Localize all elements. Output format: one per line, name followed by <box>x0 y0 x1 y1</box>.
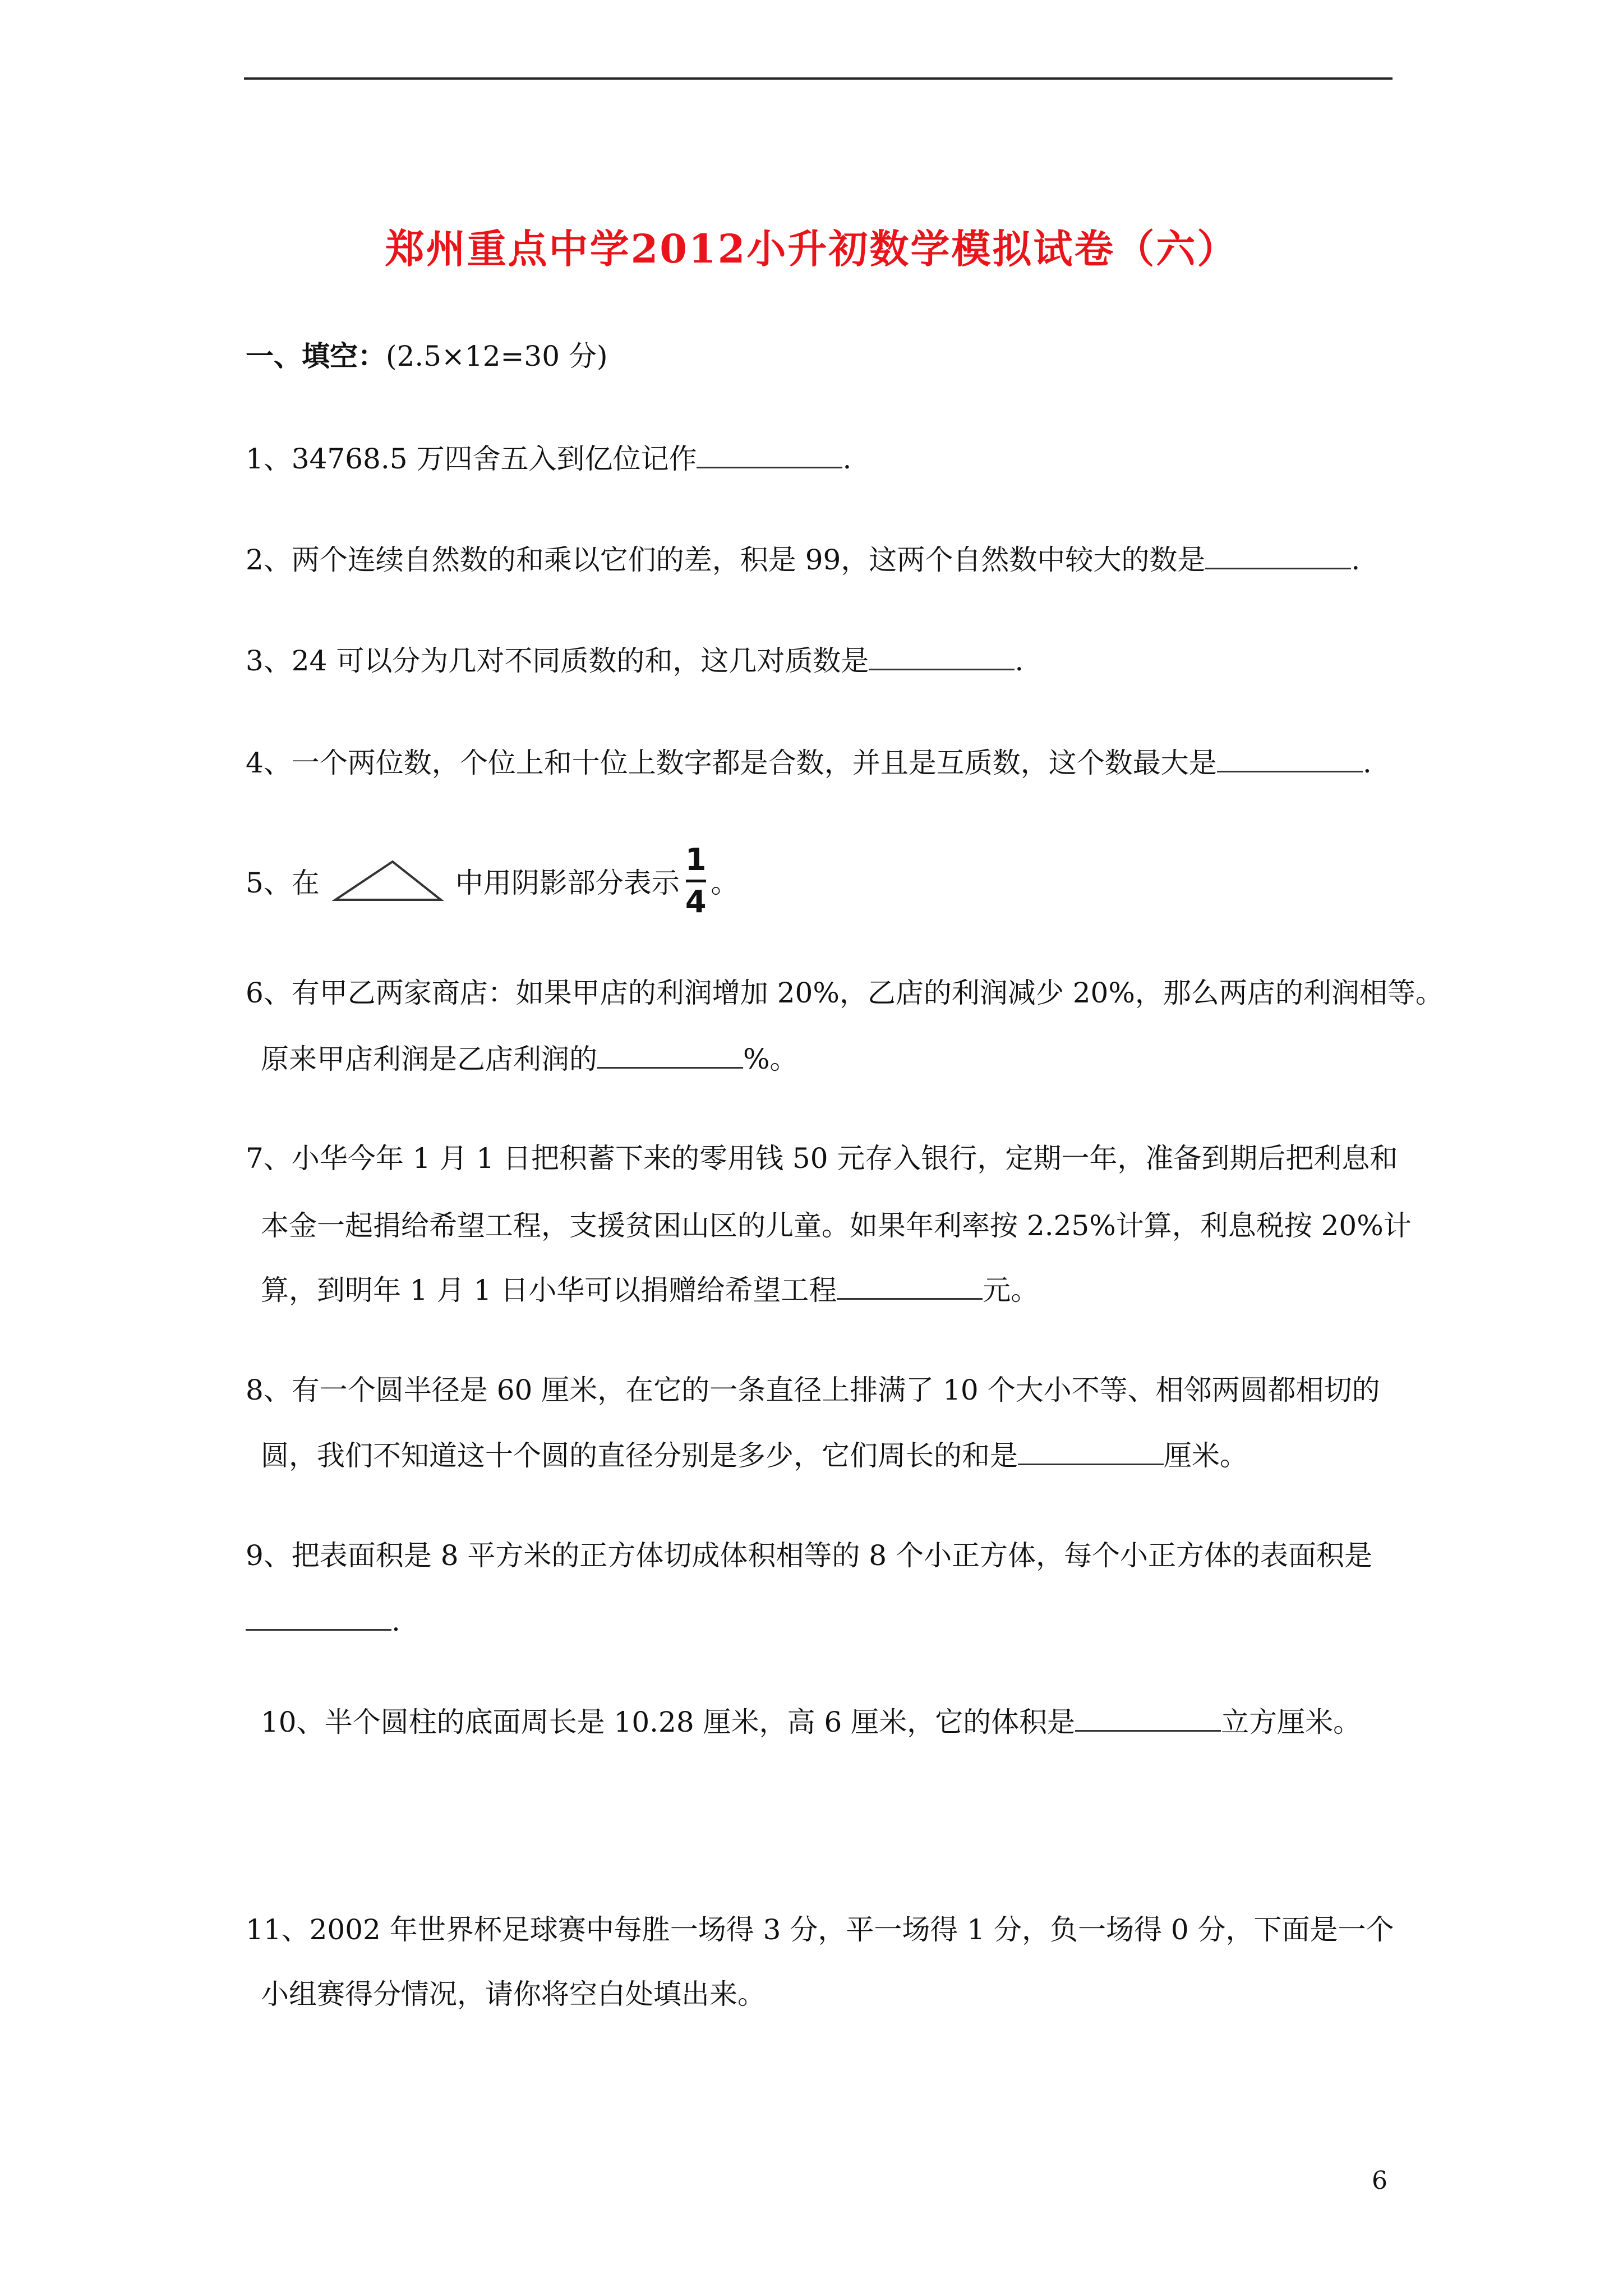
question-9-end: . <box>391 1605 400 1637</box>
question-10-end: 立方厘米。 <box>1221 1706 1362 1738</box>
question-4-end: . <box>1362 747 1372 779</box>
section-label: 一、填空： <box>246 339 386 372</box>
header-rule <box>244 77 1393 80</box>
page-title: 郑州重点中学2012小升初数学模拟试卷（六） <box>385 226 1238 272</box>
question-4 <box>246 746 1372 780</box>
question-11-line-2: 小组赛得分情况，请你将空白处填出来。 <box>261 1978 766 2010</box>
section-points: (2.5×12=30 分) <box>386 340 608 372</box>
question-7-line-3 <box>261 1273 1039 1307</box>
question-9-line-2 <box>246 1604 400 1638</box>
question-6-end: %。 <box>743 1043 798 1075</box>
question-3-text: 3、24 可以分为几对不同质数的和，这几对质数是 <box>246 645 869 677</box>
question-10-text: 10、半个圆柱的底面周长是 10.28 厘米，高 6 厘米，它的体积是 <box>261 1706 1076 1738</box>
question-7-line-1: 7、小华今年 1 月 1 日把积蓄下来的零用钱 50 元存入银行，定期一年，准备到期后把利息和 <box>246 1142 1398 1175</box>
page-number: 6 <box>1372 2166 1387 2195</box>
answer-blank[interactable] <box>1205 543 1351 569</box>
triangle-figure <box>332 858 444 903</box>
question-3-end: . <box>1015 645 1024 677</box>
question-10 <box>261 1705 1361 1739</box>
question-5-end: 。 <box>711 867 739 899</box>
question-6-line-1: 6、有甲乙两家商店：如果甲店的利润增加 20%，乙店的利润减少 20%，那么两店的利润相等。 <box>246 977 1444 1009</box>
question-11-line-1: 11、2002 年世界杯足球赛中每胜一场得 3 分，平一场得 1 分，负一场得 0 分，下面是一个 <box>246 1913 1394 1946</box>
answer-blank[interactable] <box>1018 1439 1164 1465</box>
answer-blank[interactable] <box>697 442 842 468</box>
question-8-end: 厘米。 <box>1164 1439 1248 1472</box>
question-1-text: 1、34768.5 万四舍五入到亿位记作 <box>246 443 697 475</box>
question-8-line-1: 8、有一个圆半径是 60 厘米，在它的一条直径上排满了 10 个大小不等、相邻两圆都相切的 <box>246 1374 1380 1406</box>
fraction <box>685 843 707 919</box>
fraction-numerator: 1 <box>685 841 707 877</box>
question-7-text: 算，到明年 1 月 1 日小华可以捐赠给希望工程 <box>261 1274 837 1306</box>
question-2-end: . <box>1351 544 1361 576</box>
answer-blank[interactable] <box>869 644 1015 670</box>
question-2-text: 2、两个连续自然数的和乘以它们的差，积是 99，这两个自然数中较大的数是 <box>246 544 1206 576</box>
question-1-end: . <box>842 443 852 475</box>
question-7-line-2: 本金一起捐给希望工程，支援贫困山区的儿童。如果年利率按 2.25%计算，利息税按 20%计 <box>261 1209 1412 1242</box>
fraction-denominator: 4 <box>685 884 707 919</box>
question-1 <box>246 442 851 476</box>
answer-blank[interactable] <box>837 1273 983 1300</box>
question-8-line-2 <box>261 1439 1248 1473</box>
question-4-text: 4、一个两位数，个位上和十位上数字都是合数，并且是互质数，这个数最大是 <box>246 747 1217 779</box>
question-2 <box>246 543 1360 577</box>
question-6-text: 原来甲店利润是乙店利润的 <box>261 1043 597 1075</box>
question-5-middle: 中用阴影部分表示 <box>455 867 680 899</box>
question-9-line-1: 9、把表面积是 8 平方米的正方体切成体积相等的 8 个小正方体，每个小正方体的表面积是 <box>246 1539 1373 1572</box>
answer-blank[interactable] <box>246 1604 391 1631</box>
question-7-end: 元。 <box>983 1274 1039 1306</box>
question-3 <box>246 644 1023 678</box>
answer-blank[interactable] <box>1217 746 1363 772</box>
answer-blank[interactable] <box>597 1042 743 1069</box>
section-heading <box>246 339 607 373</box>
fraction-bar <box>686 880 706 882</box>
question-6-line-2 <box>261 1042 798 1076</box>
answer-blank[interactable] <box>1075 1705 1221 1732</box>
question-5-prefix: 5、在 <box>246 867 320 899</box>
question-8-text: 圆，我们不知道这十个圆的直径分别是多少，它们周长的和是 <box>261 1439 1018 1472</box>
question-5 <box>246 839 739 923</box>
